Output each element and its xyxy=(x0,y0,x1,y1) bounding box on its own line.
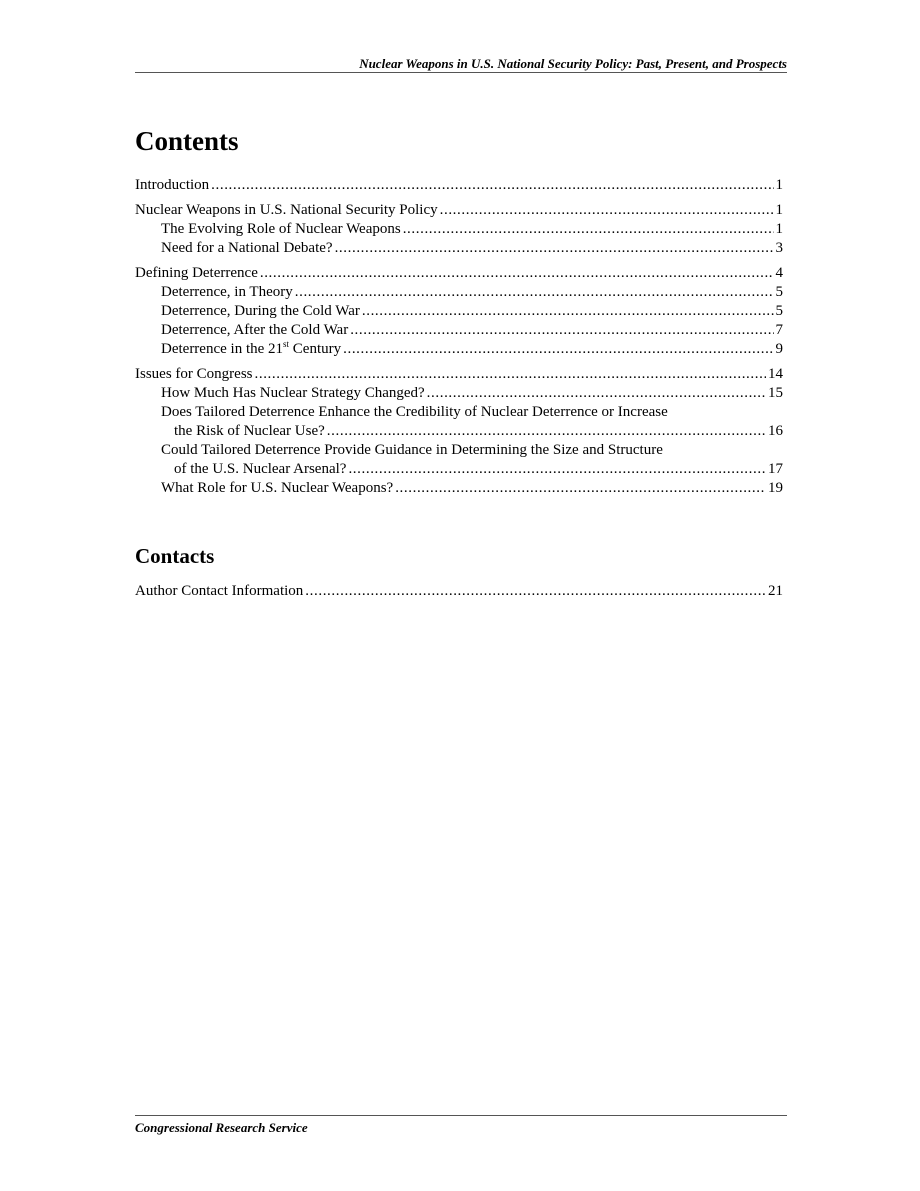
toc-subentry-line1[interactable] xyxy=(135,441,783,460)
toc-entry-title: How Much Has Nuclear Strategy Changed? xyxy=(161,385,425,401)
toc-subentry[interactable] xyxy=(135,479,783,498)
toc-page-number: 19 xyxy=(768,480,783,496)
toc-page-number: 14 xyxy=(768,366,783,382)
toc-entry-title: The Evolving Role of Nuclear Weapons xyxy=(161,221,401,237)
toc-page-number: 16 xyxy=(768,423,783,439)
toc-entry-title xyxy=(161,340,341,359)
toc-subentry[interactable] xyxy=(135,283,783,302)
toc-entry[interactable] xyxy=(135,201,783,220)
toc-page-number: 15 xyxy=(768,385,783,401)
running-header: Nuclear Weapons in U.S. National Security Policy: Past, Present, and Prospects xyxy=(359,56,787,71)
header-rule xyxy=(135,72,787,73)
toc-entry[interactable] xyxy=(135,264,783,283)
toc-entry-title: Defining Deterrence xyxy=(135,265,258,281)
contents-heading: Contents xyxy=(135,126,239,156)
dot-leader xyxy=(427,384,766,403)
toc-entry-title: Issues for Congress xyxy=(135,366,253,382)
toc-subentry[interactable] xyxy=(135,321,783,340)
toc-entry-title: Deterrence, in Theory xyxy=(161,284,293,300)
toc-entry-title-part: Century xyxy=(289,341,342,357)
toc-entry-title: Deterrence, During the Cold War xyxy=(161,303,360,319)
toc-page-number: 4 xyxy=(775,265,783,281)
dot-leader xyxy=(440,201,774,220)
toc-subentry[interactable] xyxy=(135,384,783,403)
footer-rule xyxy=(135,1115,787,1116)
toc-entry-title: Need for a National Debate? xyxy=(161,240,333,256)
ordinal-superscript: st xyxy=(283,339,290,349)
dot-leader xyxy=(350,321,773,340)
dot-leader xyxy=(295,283,774,302)
dot-leader xyxy=(305,582,766,601)
dot-leader xyxy=(255,365,767,384)
toc-entry-title-continued: of the U.S. Nuclear Arsenal? xyxy=(174,461,347,477)
dot-leader xyxy=(395,479,766,498)
toc-page-number: 1 xyxy=(775,221,783,237)
toc-entry-title: Introduction xyxy=(135,177,210,193)
toc-entry-title: Author Contact Information xyxy=(135,583,304,599)
running-footer: Congressional Research Service xyxy=(135,1120,308,1135)
table-of-contents xyxy=(135,176,783,498)
toc-entry-title-part: Deterrence in the 21 xyxy=(161,341,284,357)
toc-subentry[interactable] xyxy=(135,220,783,239)
dot-leader xyxy=(211,176,773,195)
dot-leader xyxy=(327,422,766,441)
toc-entry-title-continued: the Risk of Nuclear Use? xyxy=(174,423,325,439)
toc-entry-title: Nuclear Weapons in U.S. National Security Policy xyxy=(135,202,438,218)
toc-subentry-line2[interactable] xyxy=(135,422,783,441)
toc-entry-title: What Role for U.S. Nuclear Weapons? xyxy=(161,480,394,496)
toc-page-number: 5 xyxy=(775,303,783,319)
toc-entry-title: Does Tailored Deterrence Enhance the Credibility of Nuclear Deterrence or Increase xyxy=(161,404,668,420)
toc-page-number: 21 xyxy=(768,583,783,599)
toc-subentry[interactable] xyxy=(135,239,783,258)
contacts-heading: Contacts xyxy=(135,544,215,568)
toc-page-number: 1 xyxy=(775,177,783,193)
toc-subentry[interactable] xyxy=(135,340,783,359)
dot-leader xyxy=(362,302,774,321)
toc-page-number: 3 xyxy=(775,240,783,256)
dot-leader xyxy=(348,460,766,479)
toc-entry[interactable] xyxy=(135,365,783,384)
toc-subentry[interactable] xyxy=(135,302,783,321)
dot-leader xyxy=(335,239,774,258)
toc-entry-title: Deterrence, After the Cold War xyxy=(161,322,349,338)
toc-entry[interactable] xyxy=(135,582,783,601)
dot-leader xyxy=(343,340,773,359)
toc-page-number: 5 xyxy=(775,284,783,300)
toc-page-number: 17 xyxy=(768,461,783,477)
toc-page-number: 1 xyxy=(775,202,783,218)
toc-page-number: 9 xyxy=(775,341,783,357)
toc-subentry-line2[interactable] xyxy=(135,460,783,479)
dot-leader xyxy=(260,264,774,283)
contacts-list xyxy=(135,582,783,601)
dot-leader xyxy=(403,220,774,239)
toc-entry-title: Could Tailored Deterrence Provide Guidance in Determining the Size and Structure xyxy=(161,442,663,458)
toc-entry[interactable] xyxy=(135,176,783,195)
toc-subentry-line1[interactable] xyxy=(135,403,783,422)
toc-page-number: 7 xyxy=(775,322,783,338)
